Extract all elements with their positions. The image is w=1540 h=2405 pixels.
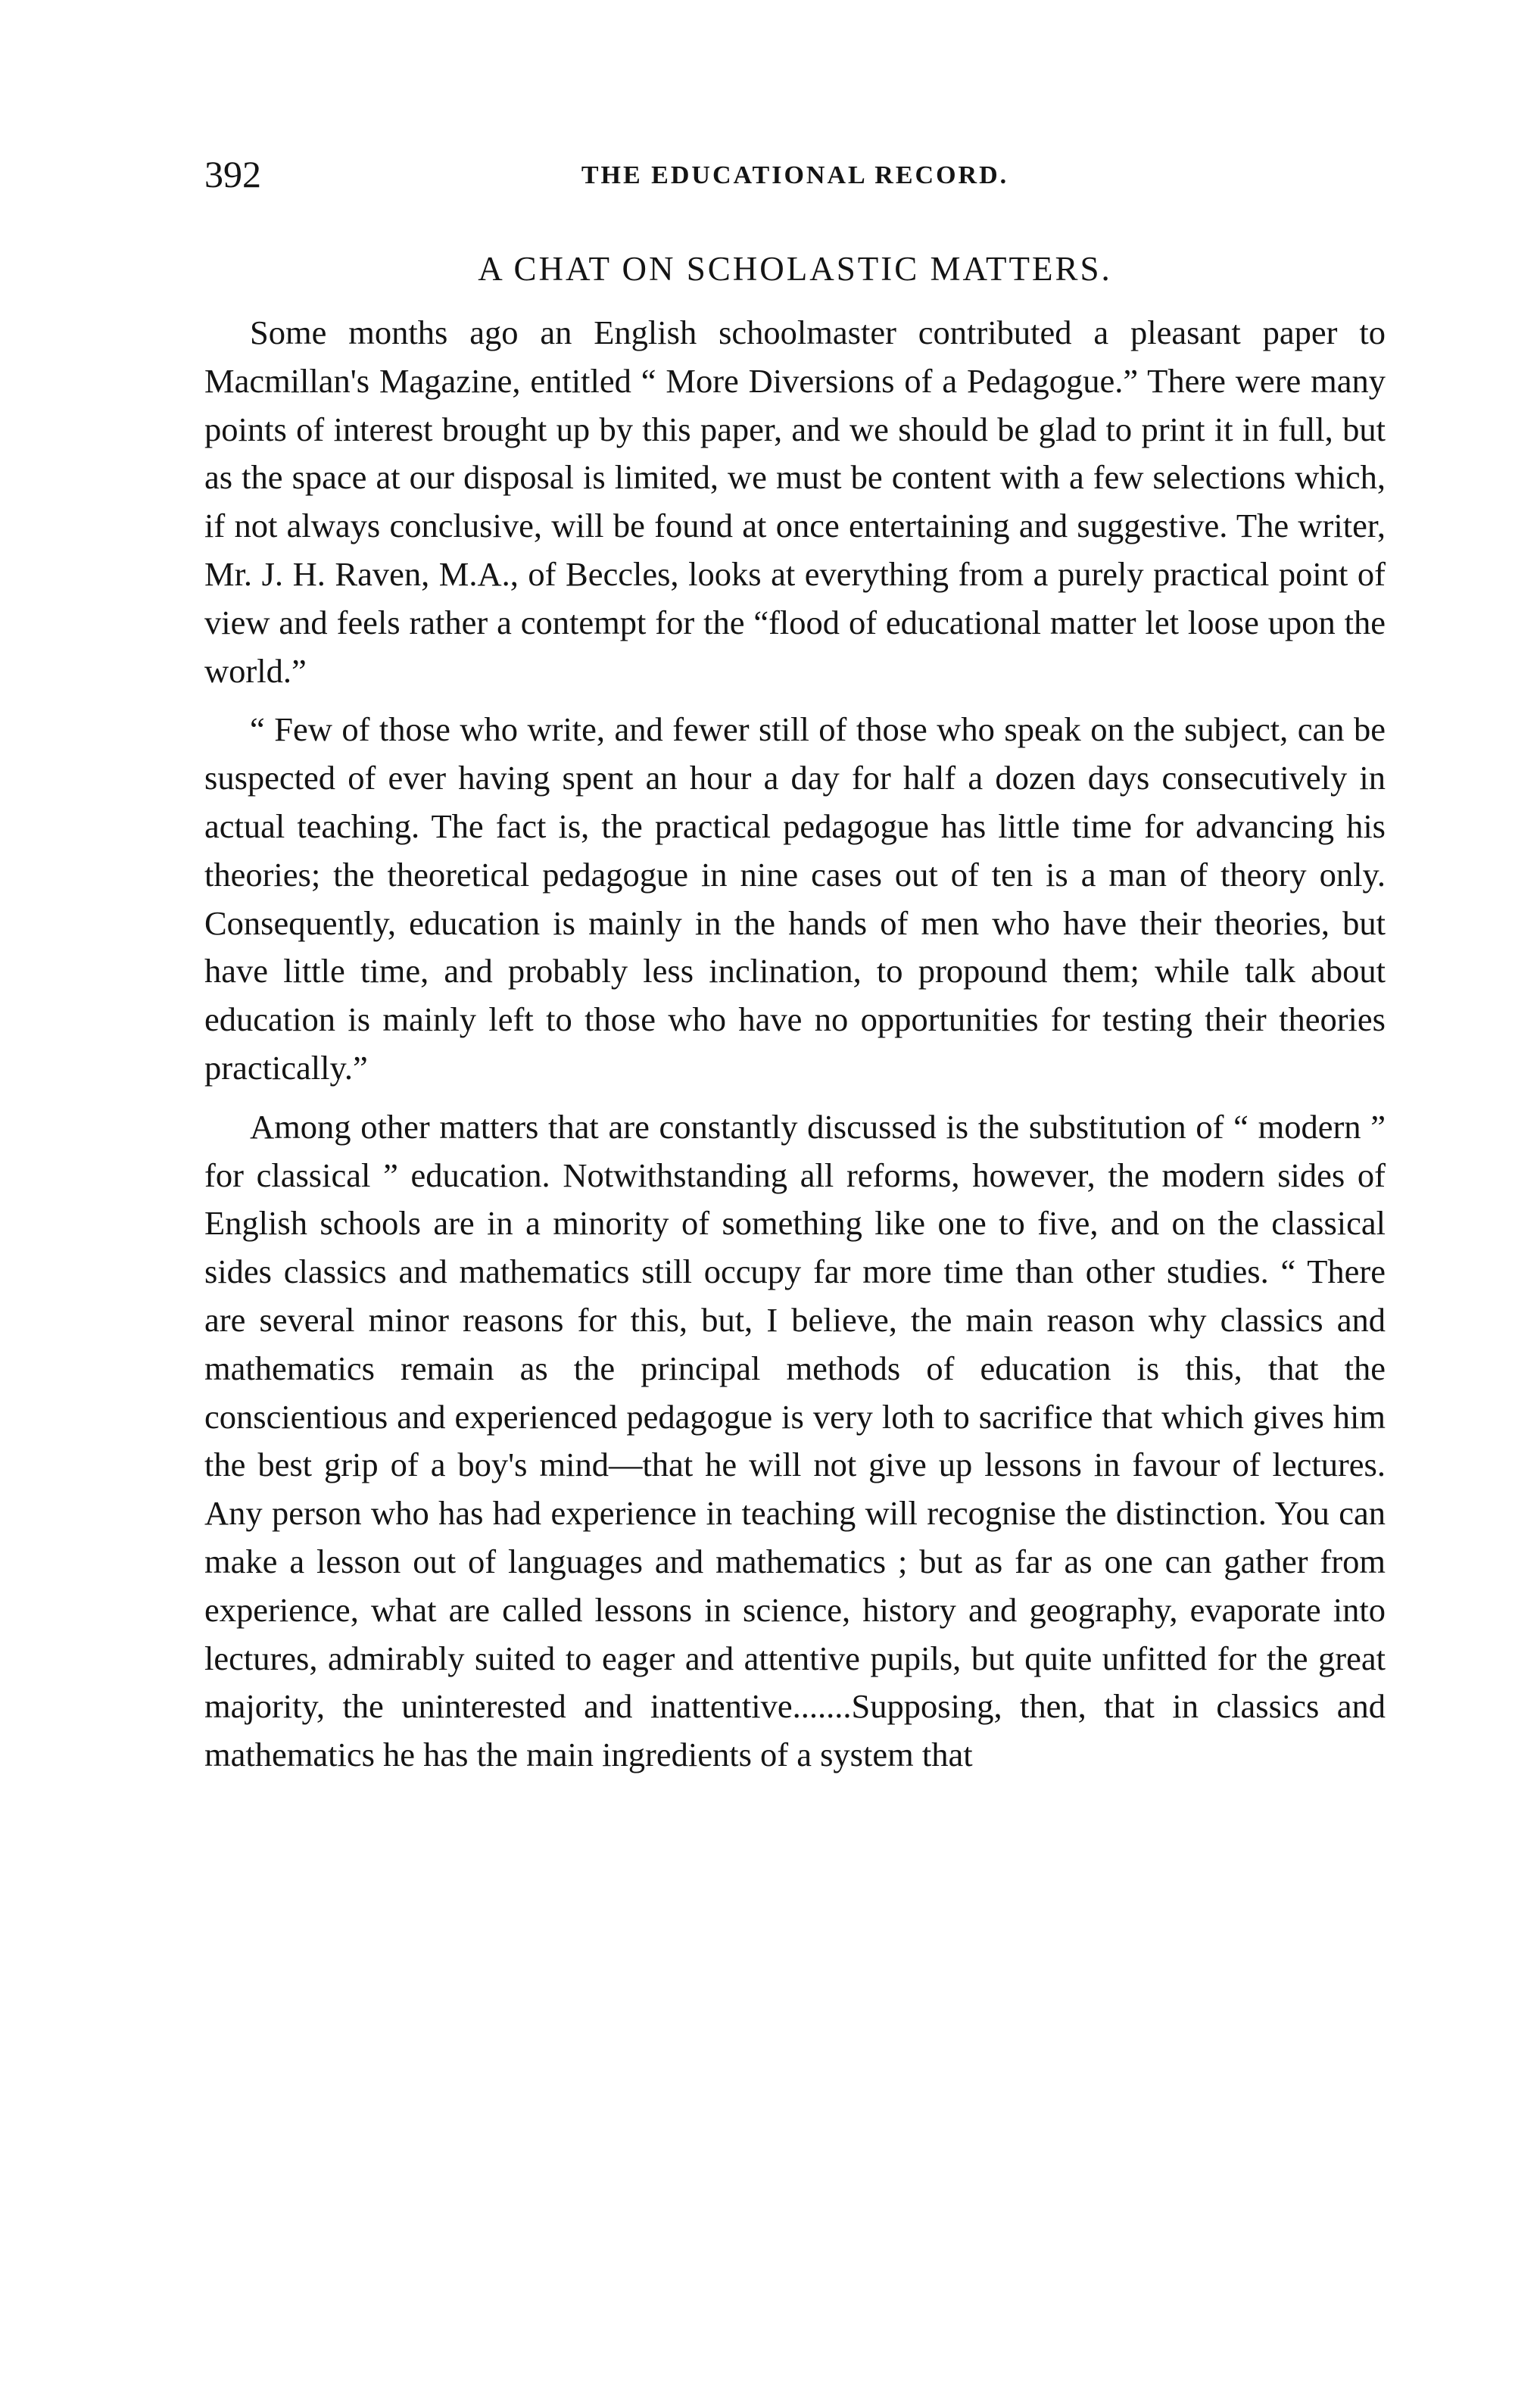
paragraph-1: Some months ago an English schoolmaster contributed a pleasant paper to Macmillan's Magazine, entitled “ More Diversions of a Pedagogue.” There were many points of interest brought up by this paper, and we should be glad to print it in full, but as the space at our disposal is limited, we must be content with a few selections which, if not always conclusive, will be found at once entertaining and suggestive. The writer, Mr. J. H. Raven, M.A., of Beccles, looks at everything from a purely practical point of view and feels rather a contempt for the “flood of educational matter let loose upon the world.”	[204, 313, 1386, 690]
running-header	[204, 151, 1386, 197]
page-number: 392	[204, 153, 261, 195]
article-body	[204, 309, 1386, 1780]
running-title: THE EDUCATIONAL RECORD.	[581, 161, 1009, 189]
paragraph-3: Among other matters that are constantly discussed is the substitution of “ modern ” for classical ” education. Notwithstanding all reforms, however, the modern sides of English schools are in a minority of something like one to five, and on the classical sides classics and mathematics still occupy far more time than other studies. “ There are several minor reasons for this, but, I believe, the main reason why classics and mathematics remain as the principal methods of education is this, that the conscientious and experienced pedagogue is very loth to sacrifice that which gives him the best grip of a boy's mind—that he will not give up lessons in favour of lectures. Any person who has had experience in teaching will recognise the distinction. You can make a lesson out of languages and mathematics ; but as far as one can gather from experience, what are called lessons in science, history and geography, evaporate into lectures, admirably suited to eager and attentive pupils, but quite unfitted for the great majority, the uninterested and inattentive.......Supposing, then, that in classics and mathematics he has the main ingredients of a system that	[204, 1107, 1386, 1774]
article-title: A CHAT ON SCHOLASTIC MATTERS.	[478, 250, 1112, 288]
paragraph-2: “ Few of those who write, and fewer still of those who speak on the subject, can be suspected of ever having spent an hour a day for half a dozen days consecutively in actual teaching. The fact is, the practical pedagogue has little time for advancing his theories; the theoretical pedagogue in nine cases out of ten is a man of theory only. Consequently, education is mainly in the hands of men who have their theories, but have little time, and probably less inclination, to propound them; while talk about education is mainly left to those who have no opportunities for testing their theories practically.”	[204, 710, 1386, 1087]
